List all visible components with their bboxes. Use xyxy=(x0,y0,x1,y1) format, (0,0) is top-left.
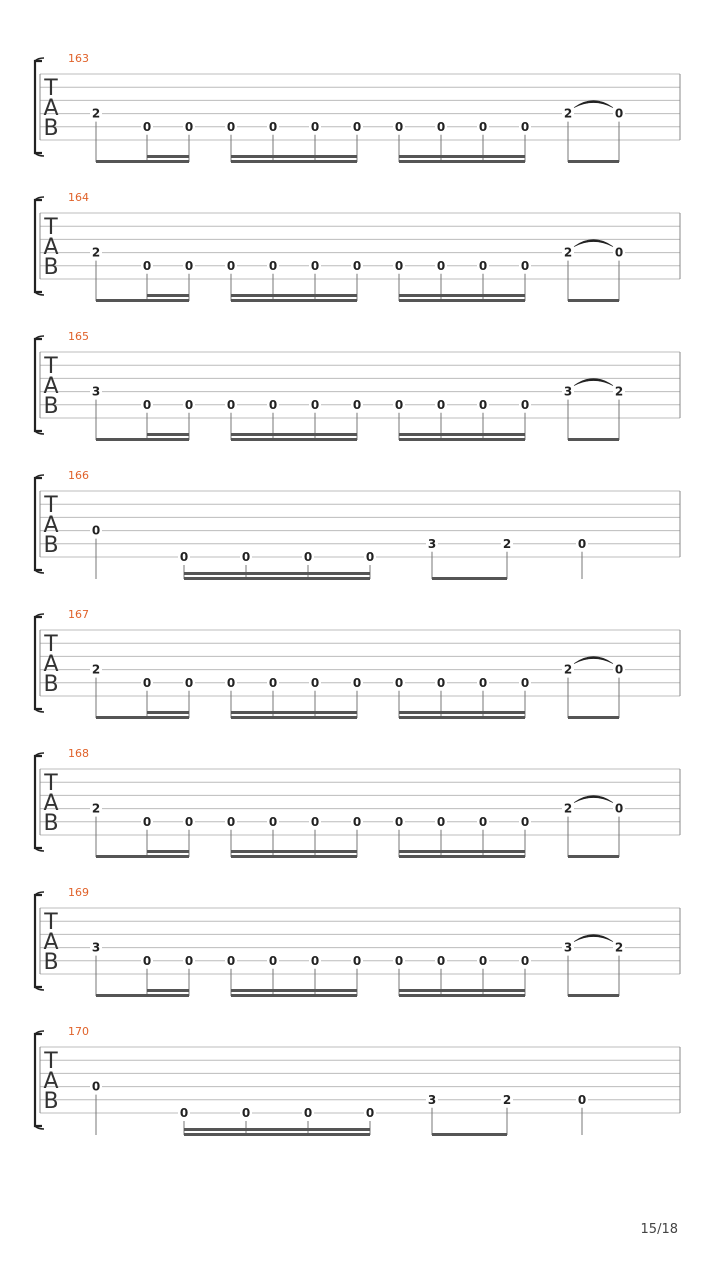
beam-secondary xyxy=(147,433,189,436)
tab-clef-t: T xyxy=(44,354,58,379)
tab-clef-t: T xyxy=(44,493,58,518)
tie-slur xyxy=(574,935,613,942)
fret-number: 0 xyxy=(303,550,313,564)
tab-system-163 xyxy=(35,52,680,163)
beam-primary xyxy=(96,299,189,302)
fret-number: 0 xyxy=(352,258,362,273)
beam-primary xyxy=(231,299,357,302)
fret-number: 0 xyxy=(310,814,320,829)
tab-clef-b: B xyxy=(43,255,59,280)
beam-secondary xyxy=(231,711,357,714)
beam-secondary xyxy=(399,989,525,992)
beam-secondary xyxy=(231,294,357,297)
tab-clef-b: B xyxy=(43,950,59,975)
fret-number: 0 xyxy=(226,675,236,690)
fret-number: 0 xyxy=(184,397,194,412)
beam-primary xyxy=(568,994,619,997)
beam-primary xyxy=(231,994,357,997)
measure-number: 165 xyxy=(68,330,89,343)
fret-number: 0 xyxy=(268,953,278,968)
fret-number: 2 xyxy=(502,536,512,551)
fret-number: 0 xyxy=(142,675,152,690)
fret-number: 0 xyxy=(310,119,320,134)
fret-number: 0 xyxy=(184,258,194,273)
fret-number: 0 xyxy=(352,675,362,690)
system-bracket xyxy=(35,478,42,570)
tab-clef-t: T xyxy=(44,76,58,101)
fret-number: 0 xyxy=(226,258,236,273)
fret-number: 2 xyxy=(91,245,101,260)
fret-number: 0 xyxy=(520,814,530,829)
measure-number: 170 xyxy=(68,1025,89,1038)
tab-clef-b: B xyxy=(43,672,59,697)
fret-number: 0 xyxy=(478,397,488,412)
fret-number: 0 xyxy=(436,119,446,134)
tab-clef-a: A xyxy=(43,235,59,260)
fret-number: 0 xyxy=(520,397,530,412)
tab-clef-t: T xyxy=(44,771,58,796)
fret-number: 2 xyxy=(614,384,624,399)
fret-number: 0 xyxy=(184,814,194,829)
fret-number: 3 xyxy=(91,940,101,955)
beam-primary xyxy=(231,716,357,719)
fret-number: 0 xyxy=(436,953,446,968)
fret-number: 0 xyxy=(478,258,488,273)
fret-number: 0 xyxy=(520,675,530,690)
fret-number: 0 xyxy=(142,258,152,273)
tab-clef-a: A xyxy=(43,1069,59,1094)
fret-number: 0 xyxy=(352,814,362,829)
beam-primary xyxy=(96,716,189,719)
system-bracket xyxy=(35,617,42,709)
fret-number: 0 xyxy=(577,1092,587,1107)
measure-number: 167 xyxy=(68,608,89,621)
fret-number: 0 xyxy=(226,397,236,412)
fret-number: 0 xyxy=(394,258,404,273)
beam-secondary xyxy=(399,711,525,714)
tab-system-165 xyxy=(35,330,680,441)
tab-clef-b: B xyxy=(43,116,59,141)
fret-number: 2 xyxy=(502,1092,512,1107)
beam-primary xyxy=(96,994,189,997)
beam-secondary xyxy=(147,989,189,992)
tab-clef-a: A xyxy=(43,791,59,816)
fret-number: 0 xyxy=(394,953,404,968)
fret-number: 0 xyxy=(142,397,152,412)
beam-primary xyxy=(399,299,525,302)
fret-number: 0 xyxy=(179,1106,189,1120)
system-bracket xyxy=(35,756,42,848)
fret-number: 0 xyxy=(614,801,624,816)
beam-primary xyxy=(568,438,619,441)
fret-number: 0 xyxy=(352,397,362,412)
fret-number: 0 xyxy=(184,675,194,690)
tab-clef-a: A xyxy=(43,513,59,538)
tab-clef-a: A xyxy=(43,374,59,399)
beam-primary xyxy=(96,855,189,858)
fret-number: 0 xyxy=(352,119,362,134)
beam-secondary xyxy=(231,433,357,436)
beam-primary xyxy=(568,855,619,858)
beam-primary xyxy=(399,716,525,719)
fret-number: 0 xyxy=(352,953,362,968)
beam-secondary xyxy=(147,294,189,297)
fret-number: 0 xyxy=(241,1106,251,1120)
tie-slur xyxy=(574,240,613,247)
fret-number: 0 xyxy=(614,245,624,260)
fret-number: 0 xyxy=(478,814,488,829)
beam-secondary xyxy=(399,850,525,853)
beam-primary xyxy=(399,994,525,997)
measure-number: 164 xyxy=(68,191,89,204)
beam-secondary xyxy=(231,850,357,853)
fret-number: 2 xyxy=(563,662,573,677)
system-bracket xyxy=(35,61,42,153)
fret-number: 0 xyxy=(365,1106,375,1120)
fret-number: 0 xyxy=(142,814,152,829)
fret-number: 0 xyxy=(436,814,446,829)
beam-secondary xyxy=(231,155,357,158)
beam-primary xyxy=(96,160,189,163)
fret-number: 0 xyxy=(184,953,194,968)
fret-number: 0 xyxy=(394,814,404,829)
fret-number: 0 xyxy=(142,119,152,134)
fret-number: 0 xyxy=(226,119,236,134)
tab-clef-a: A xyxy=(43,96,59,121)
beam-primary xyxy=(231,160,357,163)
fret-number: 0 xyxy=(142,953,152,968)
tab-system-167 xyxy=(35,608,680,719)
beam-secondary xyxy=(147,711,189,714)
fret-number: 0 xyxy=(179,550,189,564)
tab-clef-b: B xyxy=(43,811,59,836)
measure-number: 163 xyxy=(68,52,89,65)
beam-secondary xyxy=(184,1128,370,1131)
fret-number: 0 xyxy=(478,675,488,690)
fret-number: 0 xyxy=(394,119,404,134)
beam-secondary xyxy=(147,850,189,853)
fret-number: 0 xyxy=(226,814,236,829)
fret-number: 3 xyxy=(427,1092,437,1107)
fret-number: 0 xyxy=(436,258,446,273)
fret-number: 2 xyxy=(614,940,624,955)
fret-number: 0 xyxy=(520,119,530,134)
tab-clef-t: T xyxy=(44,632,58,657)
fret-number: 0 xyxy=(614,662,624,677)
fret-number: 0 xyxy=(310,953,320,968)
page-number: 15/18 xyxy=(640,1222,678,1237)
beam-secondary xyxy=(399,433,525,436)
tab-system-166 xyxy=(35,469,680,580)
fret-number: 0 xyxy=(614,106,624,121)
tab-system-168 xyxy=(35,747,680,858)
fret-number: 0 xyxy=(394,675,404,690)
fret-number: 0 xyxy=(268,675,278,690)
tab-clef-t: T xyxy=(44,215,58,240)
beam-primary xyxy=(399,160,525,163)
beam-primary xyxy=(399,855,525,858)
beam-primary xyxy=(96,438,189,441)
system-bracket xyxy=(35,895,42,987)
beam-primary xyxy=(399,438,525,441)
fret-number: 0 xyxy=(184,119,194,134)
fret-number: 0 xyxy=(310,258,320,273)
fret-number: 0 xyxy=(268,397,278,412)
fret-number: 3 xyxy=(91,384,101,399)
fret-number: 3 xyxy=(427,536,437,551)
fret-number: 0 xyxy=(520,953,530,968)
fret-number: 3 xyxy=(563,384,573,399)
measure-number: 168 xyxy=(68,747,89,760)
beam-secondary xyxy=(147,155,189,158)
beam-primary xyxy=(184,577,370,580)
beam-secondary xyxy=(399,294,525,297)
fret-number: 0 xyxy=(226,953,236,968)
fret-number: 0 xyxy=(268,814,278,829)
fret-number: 0 xyxy=(268,258,278,273)
tab-system-164 xyxy=(35,191,680,302)
tie-slur xyxy=(574,796,613,803)
measure-number: 166 xyxy=(68,469,89,482)
beam-secondary xyxy=(184,572,370,575)
fret-number: 0 xyxy=(268,119,278,134)
beam-primary xyxy=(432,1133,507,1136)
fret-number: 0 xyxy=(91,1079,101,1094)
fret-number: 3 xyxy=(563,940,573,955)
beam-secondary xyxy=(231,989,357,992)
tab-system-170 xyxy=(35,1025,680,1136)
tab-clef-b: B xyxy=(43,1089,59,1114)
beam-primary xyxy=(432,577,507,580)
fret-number: 2 xyxy=(91,662,101,677)
beam-primary xyxy=(184,1133,370,1136)
tab-system-169 xyxy=(35,886,680,997)
beam-primary xyxy=(568,299,619,302)
fret-number: 0 xyxy=(436,675,446,690)
beam-primary xyxy=(231,438,357,441)
tie-slur xyxy=(574,101,613,108)
fret-number: 2 xyxy=(91,801,101,816)
fret-number: 0 xyxy=(303,1106,313,1120)
fret-number: 0 xyxy=(394,397,404,412)
system-bracket xyxy=(35,339,42,431)
tab-clef-t: T xyxy=(44,910,58,935)
fret-number: 0 xyxy=(520,258,530,273)
tab-clef-b: B xyxy=(43,394,59,419)
fret-number: 0 xyxy=(478,953,488,968)
system-bracket xyxy=(35,1034,42,1126)
fret-number: 2 xyxy=(563,106,573,121)
fret-number: 0 xyxy=(91,523,101,538)
fret-number: 0 xyxy=(577,536,587,551)
fret-number: 0 xyxy=(241,550,251,564)
fret-number: 0 xyxy=(478,119,488,134)
tie-slur xyxy=(574,379,613,386)
fret-number: 2 xyxy=(563,801,573,816)
fret-number: 0 xyxy=(365,550,375,564)
tie-slur xyxy=(574,657,613,664)
fret-number: 2 xyxy=(91,106,101,121)
measure-number: 169 xyxy=(68,886,89,899)
tab-clef-t: T xyxy=(44,1049,58,1074)
beam-primary xyxy=(231,855,357,858)
fret-number: 0 xyxy=(436,397,446,412)
beam-secondary xyxy=(399,155,525,158)
tab-clef-a: A xyxy=(43,930,59,955)
beam-primary xyxy=(568,716,619,719)
system-bracket xyxy=(35,200,42,292)
tab-clef-b: B xyxy=(43,533,59,558)
tab-clef-a: A xyxy=(43,652,59,677)
fret-number: 0 xyxy=(310,397,320,412)
beam-primary xyxy=(568,160,619,163)
fret-number: 2 xyxy=(563,245,573,260)
fret-number: 0 xyxy=(310,675,320,690)
